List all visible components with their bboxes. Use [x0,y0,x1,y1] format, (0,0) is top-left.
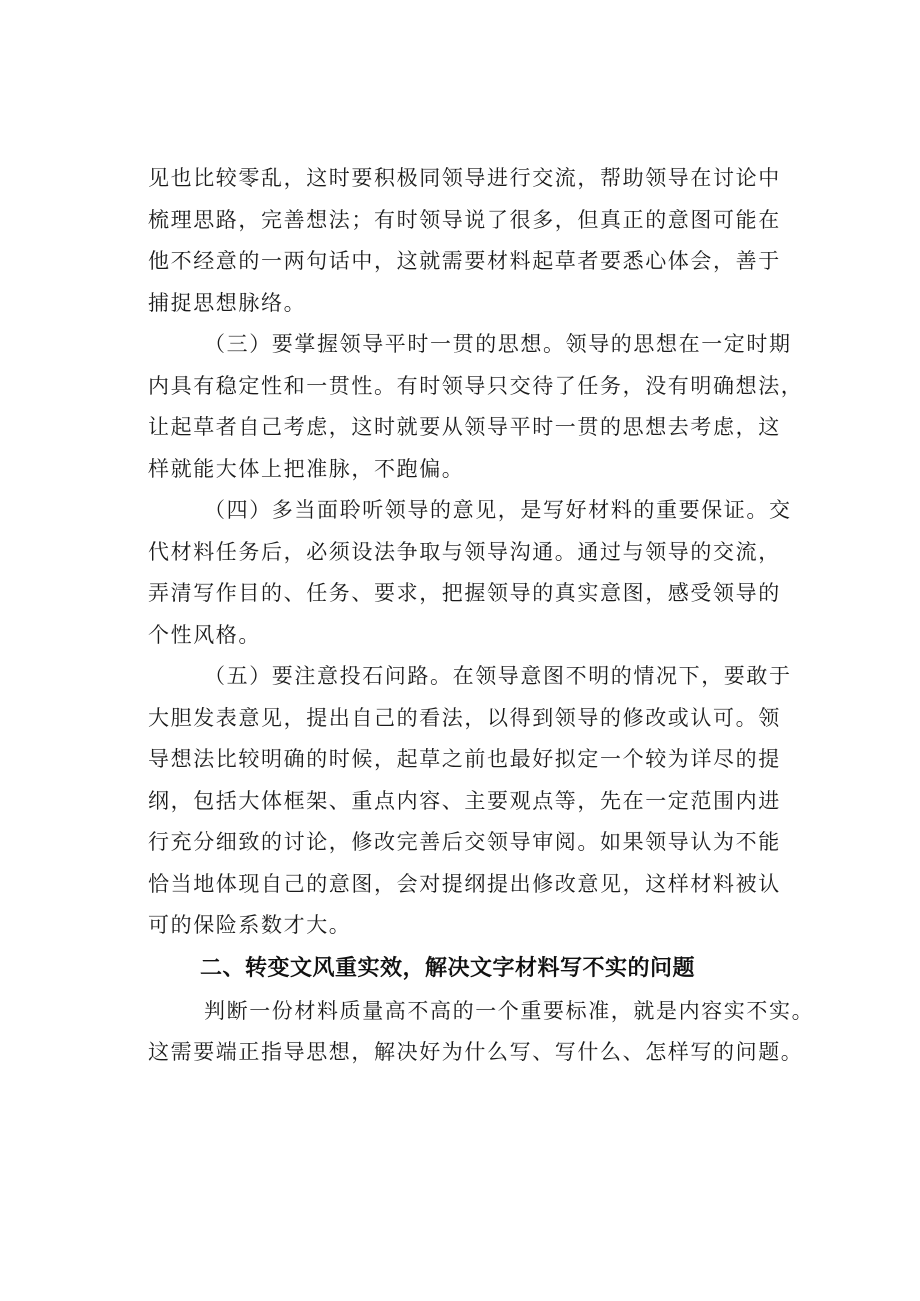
text-line: 代材料任务后，必须设法争取与领导沟通。通过与领导的交流， [148,539,781,564]
text-line: 恰当地体现自己的意图，会对提纲提出修改意见，这样材料被认 [148,871,781,896]
paragraph-continuation [148,158,828,324]
document-body [148,158,828,1074]
text-line: 这需要端正指导思想，解决好为什么写、写什么、怎样写的问题。 [148,1040,804,1064]
text-line: 导想法比较明确的时候，起草之前也最好拟定一个较为详尽的提 [148,747,781,771]
text-line: 弄清写作目的、任务、要求，把握领导的真实意图，感受领导的 [148,581,781,605]
text-line: 梳理思路，完善想法；有时领导说了很多，但真正的意图可能在 [148,207,781,232]
paragraph-point-5 [148,656,828,947]
text-line: （三）要掌握领导平时一贯的思想。领导的思想在一定时期 [204,332,792,356]
text-line: 个性风格。 [148,622,261,647]
text-line: 他不经意的一两句话中，这就需要材料起草者要悉心体会，善于 [148,249,781,273]
text-line: （四）多当面聆听领导的意见，是写好材料的重要保证。交 [204,498,792,522]
text-line: 可的保险系数才大。 [148,913,352,937]
text-line: 纲，包括大体框架、重点内容、主要观点等，先在一定范围内进 [148,788,781,813]
section-heading: 二、转变文风重实效，解决文字材料写不实的问题 [200,955,696,981]
text-line: 内具有稳定性和一贯性。有时领导只交待了任务，没有明确想法， [148,373,804,398]
text-line: 捕捉思想脉络。 [148,290,307,315]
text-line: 见也比较零乱，这时要积极同领导进行交流，帮助领导在讨论中 [148,166,781,190]
paragraph-point-4 [148,490,828,656]
text-line: （五）要注意投石问路。在领导意图不明的情况下，要敢于 [204,664,792,688]
text-line: 样就能大体上把准脉，不跑偏。 [148,456,465,481]
text-line: 让起草者自己考虑，这时就要从领导平时一贯的思想去考虑，这 [148,415,781,439]
text-line: 大胆发表意见，提出自己的看法，以得到领导的修改或认可。领 [148,705,781,730]
text-line: 行充分细致的讨论，修改完善后交领导审阅。如果领导认为不能 [148,830,781,854]
paragraph-point-3 [148,324,828,490]
paragraph-closing [148,991,828,1074]
text-line: 判断一份材料质量高不高的一个重要标准，就是内容实不实。 [204,998,815,1023]
